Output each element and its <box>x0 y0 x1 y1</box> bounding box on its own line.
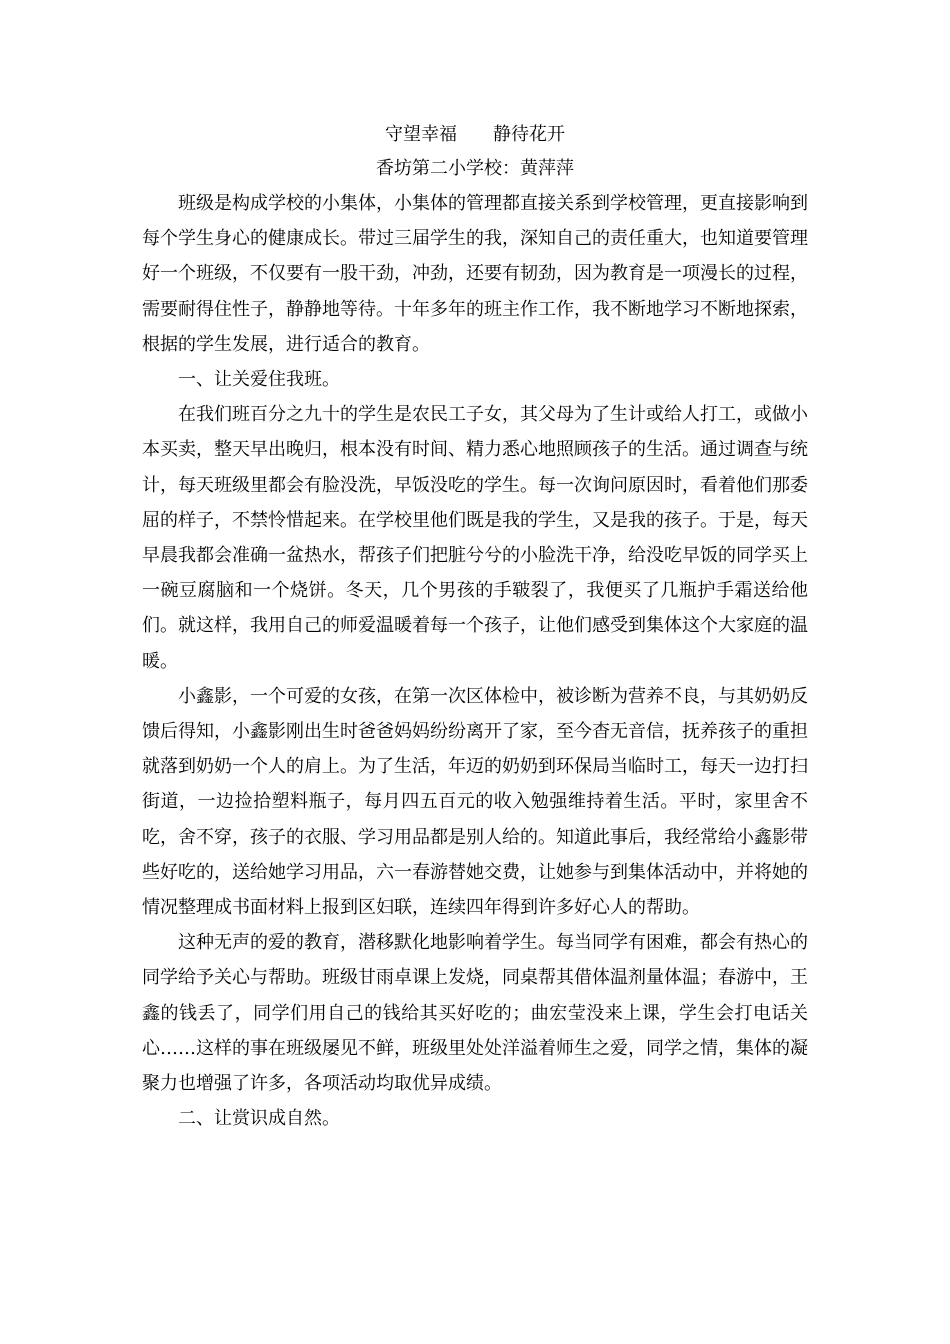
paragraph-xinying: 小鑫影，一个可爱的女孩，在第一次区体检中，被诊断为营养不良，与其奶奶反馈后得知，小鑫影刚出生时爸爸妈妈纷纷离开了家，至今杳无音信，抚养孩子的重担就落到奶奶一个人的肩上。为了生活，年迈的奶奶到环保局当临时工，每天一边打扫街道，一边捡拾塑料瓶子，每月四五百元的收入勉强维持着生活。平时，家里舍不吃，舍不穿，孩子的衣服、学习用品都是别人给的。知道此事后，我经常给小鑫影带些好吃的，送给她学习用品，六一春游替她交费，让她参与到集体活动中，并将她的情况整理成书面材料上报到区妇联，连续四年得到许多好心人的帮助。 <box>142 685 808 919</box>
document-page <box>142 118 808 1136</box>
section-heading-2: 二、让赏识成自然。 <box>178 1108 340 1130</box>
paragraph-influence: 这种无声的爱的教育，潜移默化地影响着学生。每当同学有困难，都会有热心的同学给予关心与帮助。班级甘雨卓课上发烧，同桌帮其借体温剂量体温；春游中，王鑫的钱丢了，同学们用自己的钱给其买好吃的；曲宏莹没来上课，学生会打电话关心……这样的事在班级屡见不鲜，班级里处处洋溢着师生之爱，同学之情，集体的凝聚力也增强了许多，各项活动均取优异成绩。 <box>142 932 808 1095</box>
section-heading-1: 一、让关爱住我班。 <box>178 369 340 391</box>
document-byline: 香坊第二小学校：黄萍萍 <box>376 158 574 179</box>
paragraph-intro: 班级是构成学校的小集体，小集体的管理都直接关系到学校管理，更直接影响到每个学生身心的健康成长。带过三届学生的我，深知自己的责任重大，也知道要管理好一个班级，不仅要有一股干劲，冲劲，还要有韧劲，因为教育是一项漫长的过程，需要耐得住性子，静静地等待。十年多年的班主作工作，我不断地学习不断地探索，根据的学生发展，进行适合的教育。 <box>142 193 808 355</box>
paragraph-care: 在我们班百分之九十的学生是农民工子女，其父母为了生计或给人打工，或做小本买卖，整天早出晚归，根本没有时间、精力悉心地照顾孩子的生活。通过调查与统计，每天班级里都会有脸没洗，早饭没吃的学生。每一次询问原因时，看着他们那委屈的样子，不禁怜惜起来。在学校里他们既是我的学生，又是我的孩子。于是，每天早晨我都会准确一盆热水，帮孩子们把脏兮兮的小脸洗干净，给没吃早饭的同学买上一碗豆腐脑和一个烧饼。冬天，几个男孩的手皲裂了，我便买了几瓶护手霜送给他们。就这样，我用自己的师爱温暖着每一个孩子，让他们感受到集体这个大家庭的温暖。 <box>142 404 808 672</box>
document-title: 守望幸福 静待花开 <box>385 124 565 145</box>
